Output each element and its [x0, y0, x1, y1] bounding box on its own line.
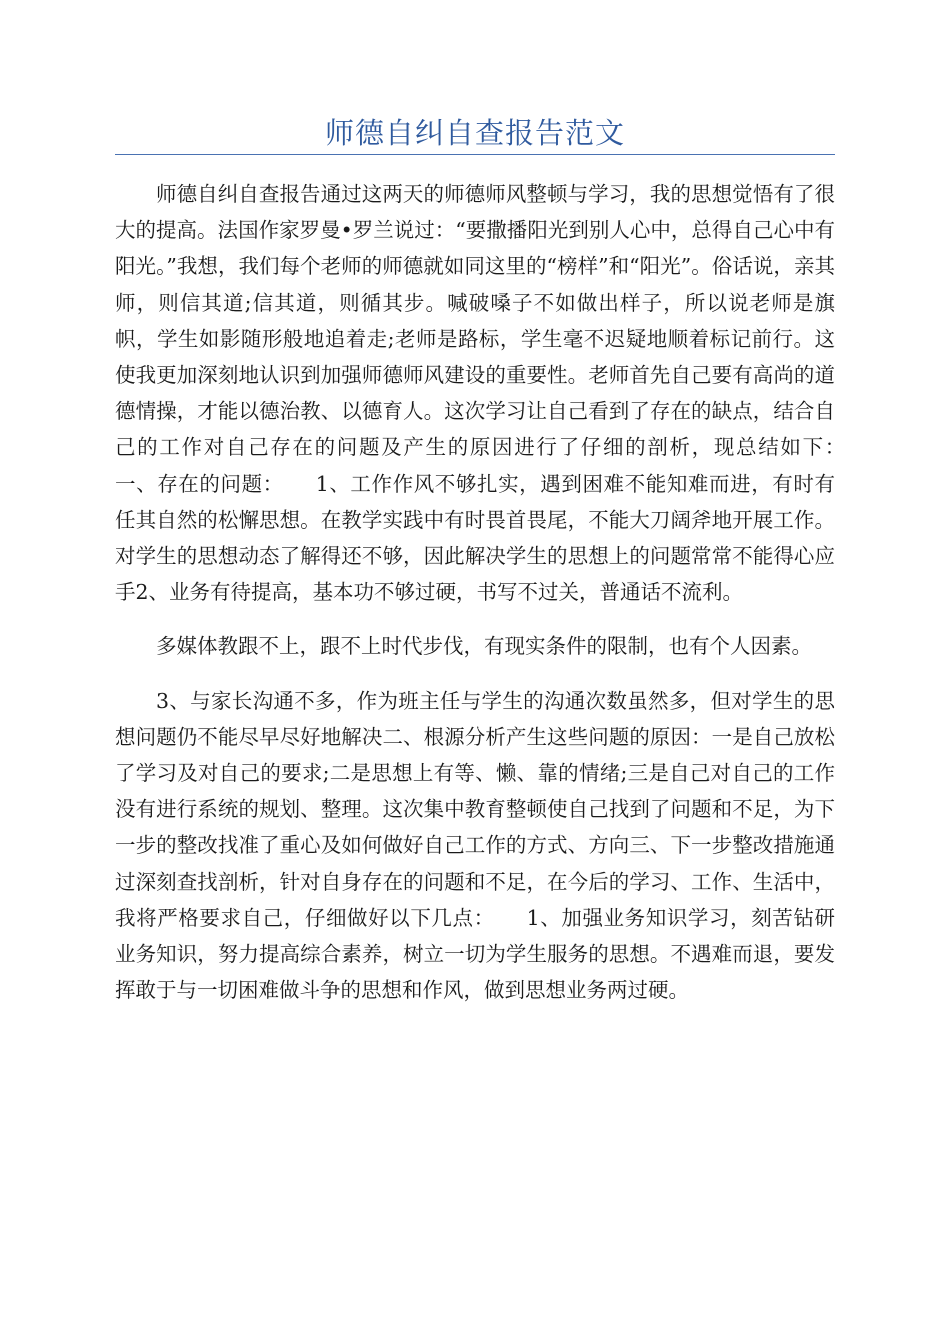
- body-paragraph-2: 多媒体教跟不上，跟不上时代步伐，有现实条件的限制，也有个人因素。: [156, 634, 812, 659]
- body-paragraph-1: 师德自纠自查报告通过这两天的师德师风整顿与学习，我的思想觉悟有了很大的提高。法国作家罗曼•罗兰说过：“要撒播阳光到别人心中，总得自己心中有阳光。”我想，我们每个老师的师德就如同这里的“榜样”和“阳光”。俗话说，亲其师，则信其道;信其道，则循其步。喊破嗓子不如做出样子，所以说老师是旗帜，学生如影随形般地追着走;老师是路标，学生毫不迟疑地顺着标记前行。这使我更加深刻地认识到加强师德师风建设的重要性。老师首先自己要有高尚的道德情操，才能以德治教、以德育人。这次学习让自己看到了存在的缺点，结合自己的工作对自己存在的问题及产生的原因进行了仔细的剖析，现总结如下： 一、存在的问题： 1、工作作风不够扎实，遇到困难不能知难而进，有时有任其自然的松懈思想。在教学实践中有时畏首畏尾，不能大刀阔斧地开展工作。对学生的思想动态了解得还不够，因此解决学生的思想上的问题常常不能得心应手2、业务有待提高，基本功不够过硬，书写不过关，普通话不流利。: [115, 182, 876, 605]
- body-paragraph-3: 3、与家长沟通不多，作为班主任与学生的沟通次数虽然多，但对学生的思想问题仍不能尽早尽好地解决二、根源分析产生这些问题的原因：一是自己放松了学习及对自己的要求;二是思想上有等、懒、靠的情绪;三是自己对自己的工作没有进行系统的规划、整理。这次集中教育整顿使自己找到了问题和不足，为下一步的整改找准了重心及如何做好自己工作的方式、方向三、下一步整改措施通过深刻查找剖析，针对自身存在的问题和不足，在今后的学习、工作、生活中，我将严格要求自己，仔细做好以下几点： 1、加强业务知识学习，刻苦钻研业务知识，努力提高综合素养，树立一切为学生服务的思想。不遇难而退，要发挥敢于与一切困难做斗争的思想和作风，做到思想业务两过硬。: [115, 688, 835, 1003]
- page-title: 师德自纠自查报告范文: [324, 116, 625, 150]
- title-underline-divider: [115, 154, 835, 155]
- document-body: [115, 176, 876, 1026]
